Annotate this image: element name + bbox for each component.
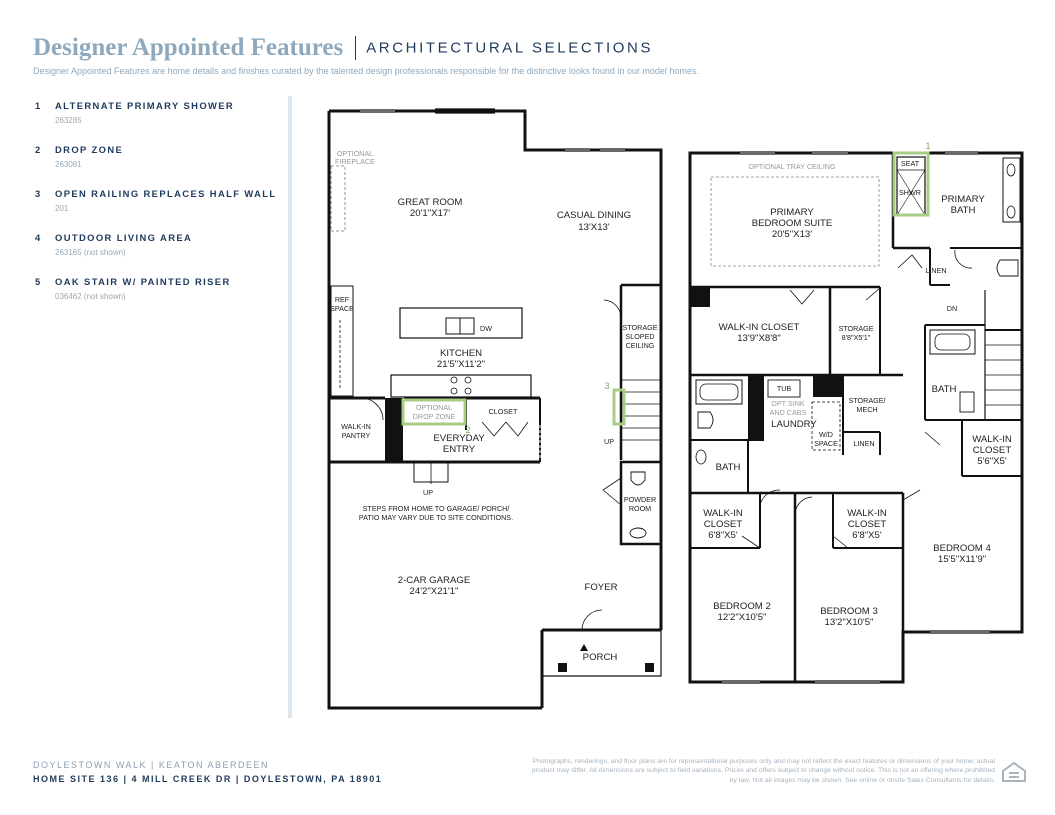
walk-in-pantry-label-2: PANTRY — [341, 431, 371, 440]
walk-in-closet-3-label: WALK-IN — [847, 508, 887, 519]
footer-address: HOME SITE 136 | 4 MILL CREEK DR | DOYLESTOWN, PA 18901 — [33, 774, 383, 784]
feature-code: 036462 (not shown) — [55, 292, 126, 301]
feature-name: ALTERNATE PRIMARY SHOWER — [55, 100, 235, 111]
great-room-label: GREAT ROOM — [397, 197, 463, 208]
optional-drop-zone-label: OPTIONAL — [415, 403, 453, 412]
bedroom-3-label: BEDROOM 3 — [820, 606, 878, 617]
marker-3: 3 — [604, 381, 610, 391]
walk-in-closet-2-label-2: CLOSET — [703, 519, 743, 530]
washer-dryer-label-2: SPACE — [814, 439, 838, 448]
linen-2-label: LINEN — [853, 439, 875, 448]
bedroom-2-dim: 12'2"X10'5" — [717, 612, 767, 623]
great-room-dim: 20'1"X17' — [409, 208, 451, 219]
shower-label: SHWR — [899, 188, 921, 197]
feature-name: OAK STAIR W/ PAINTED RISER — [55, 276, 231, 287]
garage-label: 2-CAR GARAGE — [397, 575, 471, 586]
feature-item — [35, 188, 280, 213]
walk-in-closet-2-dim: 6'8"X5' — [708, 530, 738, 541]
feature-code: 263285 — [55, 116, 82, 125]
disclaimer: Photographs, renderings, and floor plans are for representational purposes only and may not reflect the exact features or dimensions of your home; actual product may differ. All dimensions are subject to field variations. Prices and offers subject to change without notice. This is not an offering where prohibited by law. Not all images may be shown. See online or onsite Sales Consultants for details. — [531, 758, 995, 784]
ref-space-label: REF — [334, 295, 350, 304]
primary-suite-dim: 20'5"X13' — [771, 229, 813, 240]
walk-in-closet-4-dim: 5'6"X5' — [977, 456, 1007, 467]
feature-item — [35, 100, 280, 125]
entry-steps-up-label: UP — [423, 488, 433, 497]
steps-note: STEPS FROM HOME TO GARAGE/ PORCH/ — [362, 504, 510, 513]
porch-label: PORCH — [582, 652, 618, 663]
laundry-label: LAUNDRY — [771, 419, 817, 430]
page-header — [33, 34, 653, 64]
feature-number: 2 — [35, 144, 42, 155]
feature-number: 1 — [35, 100, 42, 111]
storage-label-2: SLOPED — [625, 332, 655, 341]
steps-note-2: PATIO MAY VARY DUE TO SITE CONDITIONS. — [358, 513, 514, 522]
everyday-entry-label-2: ENTRY — [442, 444, 476, 455]
casual-dining-dim: 13'X13' — [578, 222, 610, 233]
feature-item — [35, 232, 280, 257]
optional-drop-zone-label-2: DROP ZONE — [412, 412, 456, 421]
casual-dining-label: CASUAL DINING — [556, 210, 632, 221]
storage-label: STORAGE — [622, 323, 658, 332]
stair-down-label: DN — [946, 304, 958, 313]
shower-seat-label: SEAT — [900, 159, 920, 168]
bath-2-label: BATH — [715, 462, 741, 473]
walk-in-closet-2-label: WALK-IN — [703, 508, 743, 519]
foyer-label: FOYER — [584, 582, 618, 593]
feature-name: DROP ZONE — [55, 144, 124, 155]
tray-ceiling-label: OPTIONAL TRAY CEILING — [748, 162, 836, 171]
primary-bath-label: PRIMARY — [941, 194, 985, 205]
optional-fireplace-label: OPTIONAL — [336, 149, 374, 158]
feature-number: 4 — [35, 232, 42, 243]
marker-2: 2 — [465, 425, 471, 435]
storage-label: STORAGE — [838, 324, 874, 333]
powder-room-label: POWDER — [623, 495, 657, 504]
walk-in-closet-dim: 13'9"X8'8" — [737, 333, 781, 344]
powder-room-label-2: ROOM — [628, 504, 652, 513]
column-divider — [288, 96, 292, 718]
garage-dim: 24'2"X21'1" — [409, 586, 459, 597]
feature-code: 263081 — [55, 160, 82, 169]
everyday-entry-label: EVERYDAY — [433, 433, 485, 444]
closet-label: CLOSET — [488, 407, 518, 416]
marker-1: 1 — [925, 141, 931, 151]
washer-dryer-label: W/D — [819, 430, 833, 439]
hall-bath-label: BATH — [931, 384, 957, 395]
walk-in-pantry-label: WALK-IN — [341, 422, 371, 431]
optional-fireplace-label-2: FIREPLACE — [335, 157, 375, 166]
dishwasher-label: DW — [480, 324, 492, 333]
bedroom-3-dim: 13'2"X10'5" — [824, 617, 874, 628]
page-title: Designer Appointed Features — [33, 34, 344, 61]
bedroom-4-label: BEDROOM 4 — [933, 543, 991, 554]
walk-in-closet-3-dim: 6'8"X5' — [852, 530, 882, 541]
open-railing-highlight — [614, 390, 624, 424]
storage-label-3: CEILING — [625, 341, 655, 350]
storage-mech-label-2: MECH — [856, 405, 878, 414]
feature-list — [35, 100, 280, 320]
page-subtitle: ARCHITECTURAL SELECTIONS — [366, 39, 654, 57]
kitchen-label: KITCHEN — [439, 348, 483, 359]
equal-housing-icon — [1001, 761, 1027, 785]
ref-space-label-2: SPACE — [330, 304, 354, 313]
bedroom-4-dim: 15'5"X11'9" — [937, 554, 987, 565]
stair-up-label: UP — [604, 437, 614, 446]
storage-dim: 8'8"X5'1" — [841, 333, 871, 342]
feature-item — [35, 144, 280, 169]
feature-number: 3 — [35, 188, 42, 199]
walk-in-closet-4-label-2: CLOSET — [972, 445, 1012, 456]
primary-suite-label: PRIMARY — [770, 207, 814, 218]
feature-name: OPEN RAILING REPLACES HALF WALL — [55, 188, 277, 199]
kitchen-dim: 21'5"X11'2" — [436, 359, 486, 370]
tub-label: TUB — [776, 384, 792, 393]
walk-in-closet-label: WALK-IN CLOSET — [718, 322, 800, 333]
primary-bath-label-2: BATH — [950, 205, 976, 216]
footer-community: DOYLESTOWN WALK | KEATON ABERDEEN — [33, 760, 270, 770]
feature-code: 263165 (not shown) — [55, 248, 126, 257]
bedroom-2-label: BEDROOM 2 — [713, 601, 771, 612]
header-divider — [355, 36, 356, 60]
optional-sink-label-2: AND CABS — [769, 408, 807, 417]
intro-text: Designer Appointed Features are home details and finishes curated by the talented design professionals responsible for the distinctive looks found in our model homes. — [33, 66, 699, 76]
feature-code: 201 — [55, 204, 69, 213]
walk-in-closet-3-label-2: CLOSET — [847, 519, 887, 530]
optional-sink-label: OPT SINK — [771, 399, 805, 408]
feature-name: OUTDOOR LIVING AREA — [55, 232, 193, 243]
storage-mech-label: STORAGE/ — [848, 396, 886, 405]
feature-number: 5 — [35, 276, 42, 287]
primary-suite-label-2: BEDROOM SUITE — [751, 218, 833, 229]
feature-item — [35, 276, 280, 301]
walk-in-closet-4-label: WALK-IN — [972, 434, 1012, 445]
linen-label: LINEN — [925, 266, 947, 275]
floor-plans — [300, 90, 1040, 725]
